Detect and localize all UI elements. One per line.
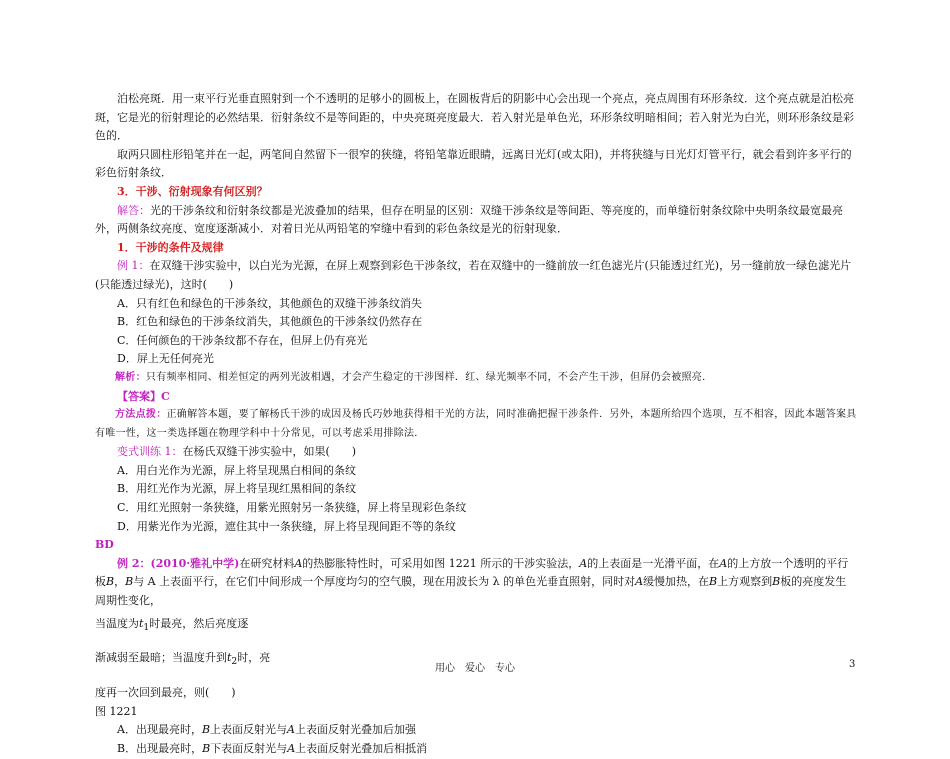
poisson-spot-paragraph: 泊松亮斑．用一束平行光垂直照射到一个不透明的足够小的圆板上，在圆板背后的阴影中心会出现一个亮点，亮点周围有环形条纹．这个亮点就是泊松亮斑，它是光的衍射理论的必然结果．衍射条纹不是等间距的，中央亮斑亮度最大．若入射光是单色光，环形条纹明暗相间；若入射光为白光，则环形条纹是彩色的． xyxy=(95,92,854,143)
symbol-a: A xyxy=(294,556,303,570)
page-number: 3 xyxy=(849,659,856,670)
example-2-text: 板的亮度发生周期性变化， xyxy=(95,575,847,608)
option-text: 上表面反射光叠加后加强 xyxy=(295,723,416,737)
answer-label: 解答： xyxy=(117,203,150,217)
symbol-b: B xyxy=(772,575,781,589)
section-1-heading: 1．干涉的条件及规律 xyxy=(117,240,224,254)
symbol-b: B xyxy=(106,575,115,589)
method-tip-text: 正确解答本题，要了解杨氏干涉的成因及杨氏巧妙地获得相干光的方法，同时准确把握干涉条件．另外，本题所给四个选项，互不相容，因此本题答案具有唯一性，这一类选择题在物理学科中十分常见，可以考虑采用排除法． xyxy=(95,409,857,439)
line-text: 时最亮，然后亮度逐 xyxy=(149,616,249,630)
symbol-a: A xyxy=(635,575,644,589)
option-text: B．出现最亮时， xyxy=(117,741,203,755)
example-2-option-a xyxy=(95,721,857,740)
example-2-option-b xyxy=(95,740,857,759)
symbol-a: A xyxy=(287,741,296,755)
variant-1-text: 在杨氏双缝干涉实验中，如果( ) xyxy=(182,445,357,459)
answer-key-value: C xyxy=(161,389,170,403)
example-2-stem xyxy=(95,555,857,611)
example-1-stem xyxy=(95,257,857,294)
example-2-label: 例 2：(2010·雅礼中学) xyxy=(117,556,240,570)
variant-1-option-b: B．用红光作为光源，屏上将呈现红黑相间的条纹 xyxy=(117,482,357,496)
symbol-b: B xyxy=(201,723,211,737)
line-text: 当温度为 xyxy=(95,616,139,630)
line-text: 时，亮 xyxy=(237,651,271,665)
answer-text: 光的干涉条纹和衍射条纹都是光波叠加的结果，但存在明显的区别：双缝干涉条纹是等间距、等亮度的，而单缝衍射条纹除中央明条纹最宽最亮外，两侧条纹亮度、宽度逐渐减小．对着日光从两铅笔的窄缝中看到的彩色条纹是光的衍射现象． xyxy=(95,203,843,236)
example-2-text: 在研究材料 xyxy=(239,556,295,570)
method-tip-label: 方法点拨： xyxy=(115,409,167,421)
pencil-slit-paragraph: 取两只圆柱形铅笔并在一起，两笔间自然留下一很窄的狭缝，将铅笔靠近眼睛，远离日光灯(或太阳)，并将狭缝与日光灯灯管平行，就会看到许多平行的彩色衍射条纹． xyxy=(95,147,852,180)
analysis-label: 解析： xyxy=(115,371,146,383)
example-1-option-a: A．只有红色和绿色的干涉条纹，其他颜色的双缝干涉条纹消失 xyxy=(117,296,422,310)
line-text: 渐减弱至最暗；当温度升到 xyxy=(95,651,227,665)
footer-slogan: 用心 爱心 专心 xyxy=(435,663,515,674)
example-2-text: 的热膨胀特性时，可采用如图 1221 所示的干涉实验法， xyxy=(302,556,580,570)
temperature-t1: t xyxy=(139,616,144,630)
temperature-t2: t xyxy=(227,651,232,665)
analysis-paragraph xyxy=(95,369,857,388)
example-2-text: 缓慢加热，在 xyxy=(643,575,710,589)
answer-paragraph xyxy=(95,202,857,239)
example-2-temperature-line-1 xyxy=(95,615,857,638)
symbol-a: A xyxy=(719,556,728,570)
variant-1-stem xyxy=(95,443,857,462)
symbol-b: B xyxy=(709,575,718,589)
example-1-text: 在双缝干涉实验中，以白光为光源，在屏上观察到彩色干涉条纹，若在双缝中的一缝前放一红色滤光片(只能透过红光)，另一缝前放一绿色滤光片(只能透过绿光)，这时( ) xyxy=(95,259,852,291)
example-1-option-c: C．任何颜色的干涉条纹都不存在，但屏上仍有亮光 xyxy=(117,333,368,347)
variant-1-option-d: D．用紫光作为光源，遮住其中一条狭缝，屏上将呈现间距不等的条纹 xyxy=(117,519,456,533)
example-1-label: 例 1： xyxy=(117,259,150,273)
method-tip-paragraph xyxy=(95,406,857,443)
option-text: 下表面反射光与 xyxy=(210,741,288,755)
symbol-a: A xyxy=(287,723,295,737)
option-text: 上表面反射光叠加后相抵消 xyxy=(295,741,428,755)
variant-1-option-a: A．用白光作为光源，屏上将呈现黑白相间的条纹 xyxy=(117,463,356,477)
symbol-a: A xyxy=(579,556,588,570)
variant-1-option-c: C．用红光照射一条狭缝，用紫光照射另一条狭缝，屏上将呈现彩色条纹 xyxy=(117,501,467,515)
symbol-b: B xyxy=(125,575,134,589)
example-2-text: 的上方放一个透明的平行板 xyxy=(95,556,849,589)
figure-caption: 图 1221 xyxy=(95,704,138,718)
question-3-heading: 3．干涉、衍射现象有何区别？ xyxy=(117,184,268,198)
answer-key-line xyxy=(95,388,857,407)
temperature-t2-subscript: 2 xyxy=(231,656,238,668)
option-text: 上表面反射光与 xyxy=(210,723,288,737)
variant-1-label: 变式训练 1： xyxy=(117,445,183,459)
answer-key-label: 【答案】 xyxy=(117,389,161,403)
example-2-text: 的上表面是一光滑平面，在 xyxy=(587,556,720,570)
variant-1-answer: BD xyxy=(95,538,114,552)
example-2-text: 与 A 上表面平行，在它们中间形成一个厚度均匀的空气膜，现在用波长为 λ 的单色光垂直照射，同时对 xyxy=(133,575,636,589)
symbol-b: B xyxy=(202,741,211,755)
example-1-option-d: D．屏上无任何亮光 xyxy=(117,352,214,366)
example-2-temperature-line-3: 度再一次回到最亮，则( ) xyxy=(95,686,236,700)
example-2-text: 上方观察到 xyxy=(717,575,773,589)
example-1-option-b: B．红色和绿色的干涉条纹消失，其他颜色的干涉条纹仍然存在 xyxy=(117,315,423,329)
temperature-t1-subscript: 1 xyxy=(143,621,150,633)
example-2-text: ， xyxy=(114,575,126,589)
analysis-text: 只有频率相同、相差恒定的两列光波相遇，才会产生稳定的干涉图样．红、绿光频率不同，不会产生干涉，但屏仍会被照亮． xyxy=(145,371,713,383)
option-text: A．出现最亮时， xyxy=(117,723,202,737)
